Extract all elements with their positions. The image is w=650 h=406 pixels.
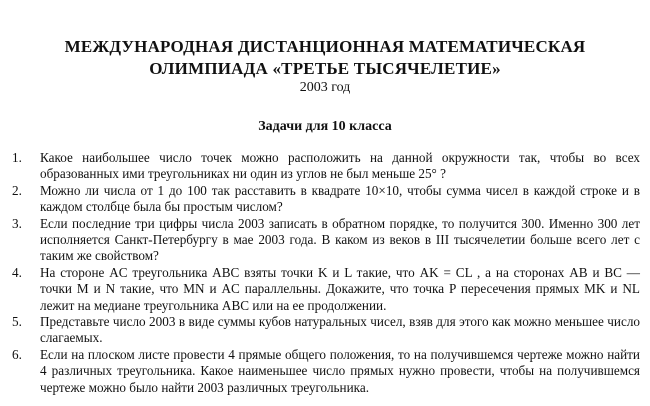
problem-item xyxy=(0,150,640,183)
problem-number: 2. xyxy=(12,182,22,198)
problem-item xyxy=(0,216,640,265)
problem-number: 5. xyxy=(12,314,22,330)
problem-number: 1. xyxy=(12,150,22,165)
problem-text: Если последние три цифры числа 2003 записать в обратном порядке, то получится 300. Именно 300 лет исполняется Санкт-Петербургу в мае 2003 года. В каком из веков в III тысячелетии больше всего лет с таким же свойством? xyxy=(40,215,640,264)
problem-item xyxy=(0,265,640,314)
section-title: Задачи для 10 класса xyxy=(258,119,392,134)
problem-item xyxy=(0,314,640,347)
problem-number: 4. xyxy=(12,264,22,280)
problem-text: Можно ли числа от 1 до 100 так расставить в квадрате 10×10, чтобы сумма чисел в каждой строке и в каждом столбце была бы простым числом? xyxy=(40,182,640,215)
problem-text: Представьте число 2003 в виде суммы кубов натуральных чисел, взяв для этого как можно меньшее число слагаемых. xyxy=(40,314,640,346)
problem-text: Если на плоском листе провести 4 прямые общего положения, то на получившемся чертеже можно найти 4 различных треугольника. Какое наименьшее число прямых нужно провести, чтобы на получившемся чертеже можно было найти 2003 различных треугольника. xyxy=(40,346,640,395)
problem-text: На стороне AC треугольника ABC взяты точки K и L такие, что AK = CL , а на сторонах AB и BC — точки M и N такие, что MN и AC параллельны. Докажите, что точка P пересечения прямых MK и NL лежит на медиане треугольника ABC или на ее продолжении. xyxy=(40,264,640,313)
problem-number: 6. xyxy=(12,346,22,362)
problem-number: 3. xyxy=(12,215,22,231)
problem-item xyxy=(0,347,640,396)
title-line-1: МЕЖДУНАРОДНАЯ ДИСТАНЦИОННАЯ МАТЕМАТИЧЕСКАЯ xyxy=(64,37,586,56)
problem-text: Какое наибольшее число точек можно расположить на данной окружности так, чтобы во всех образованных ими треугольниках ни один из углов не был меньше 25° ? xyxy=(40,150,640,182)
year-label: 2003 год xyxy=(299,80,351,95)
title-line-2: ОЛИМПИАДА «ТРЕТЬЕ ТЫСЯЧЕЛЕТИЕ» xyxy=(149,59,501,78)
problem-item xyxy=(0,183,640,216)
problem-list xyxy=(0,150,650,396)
